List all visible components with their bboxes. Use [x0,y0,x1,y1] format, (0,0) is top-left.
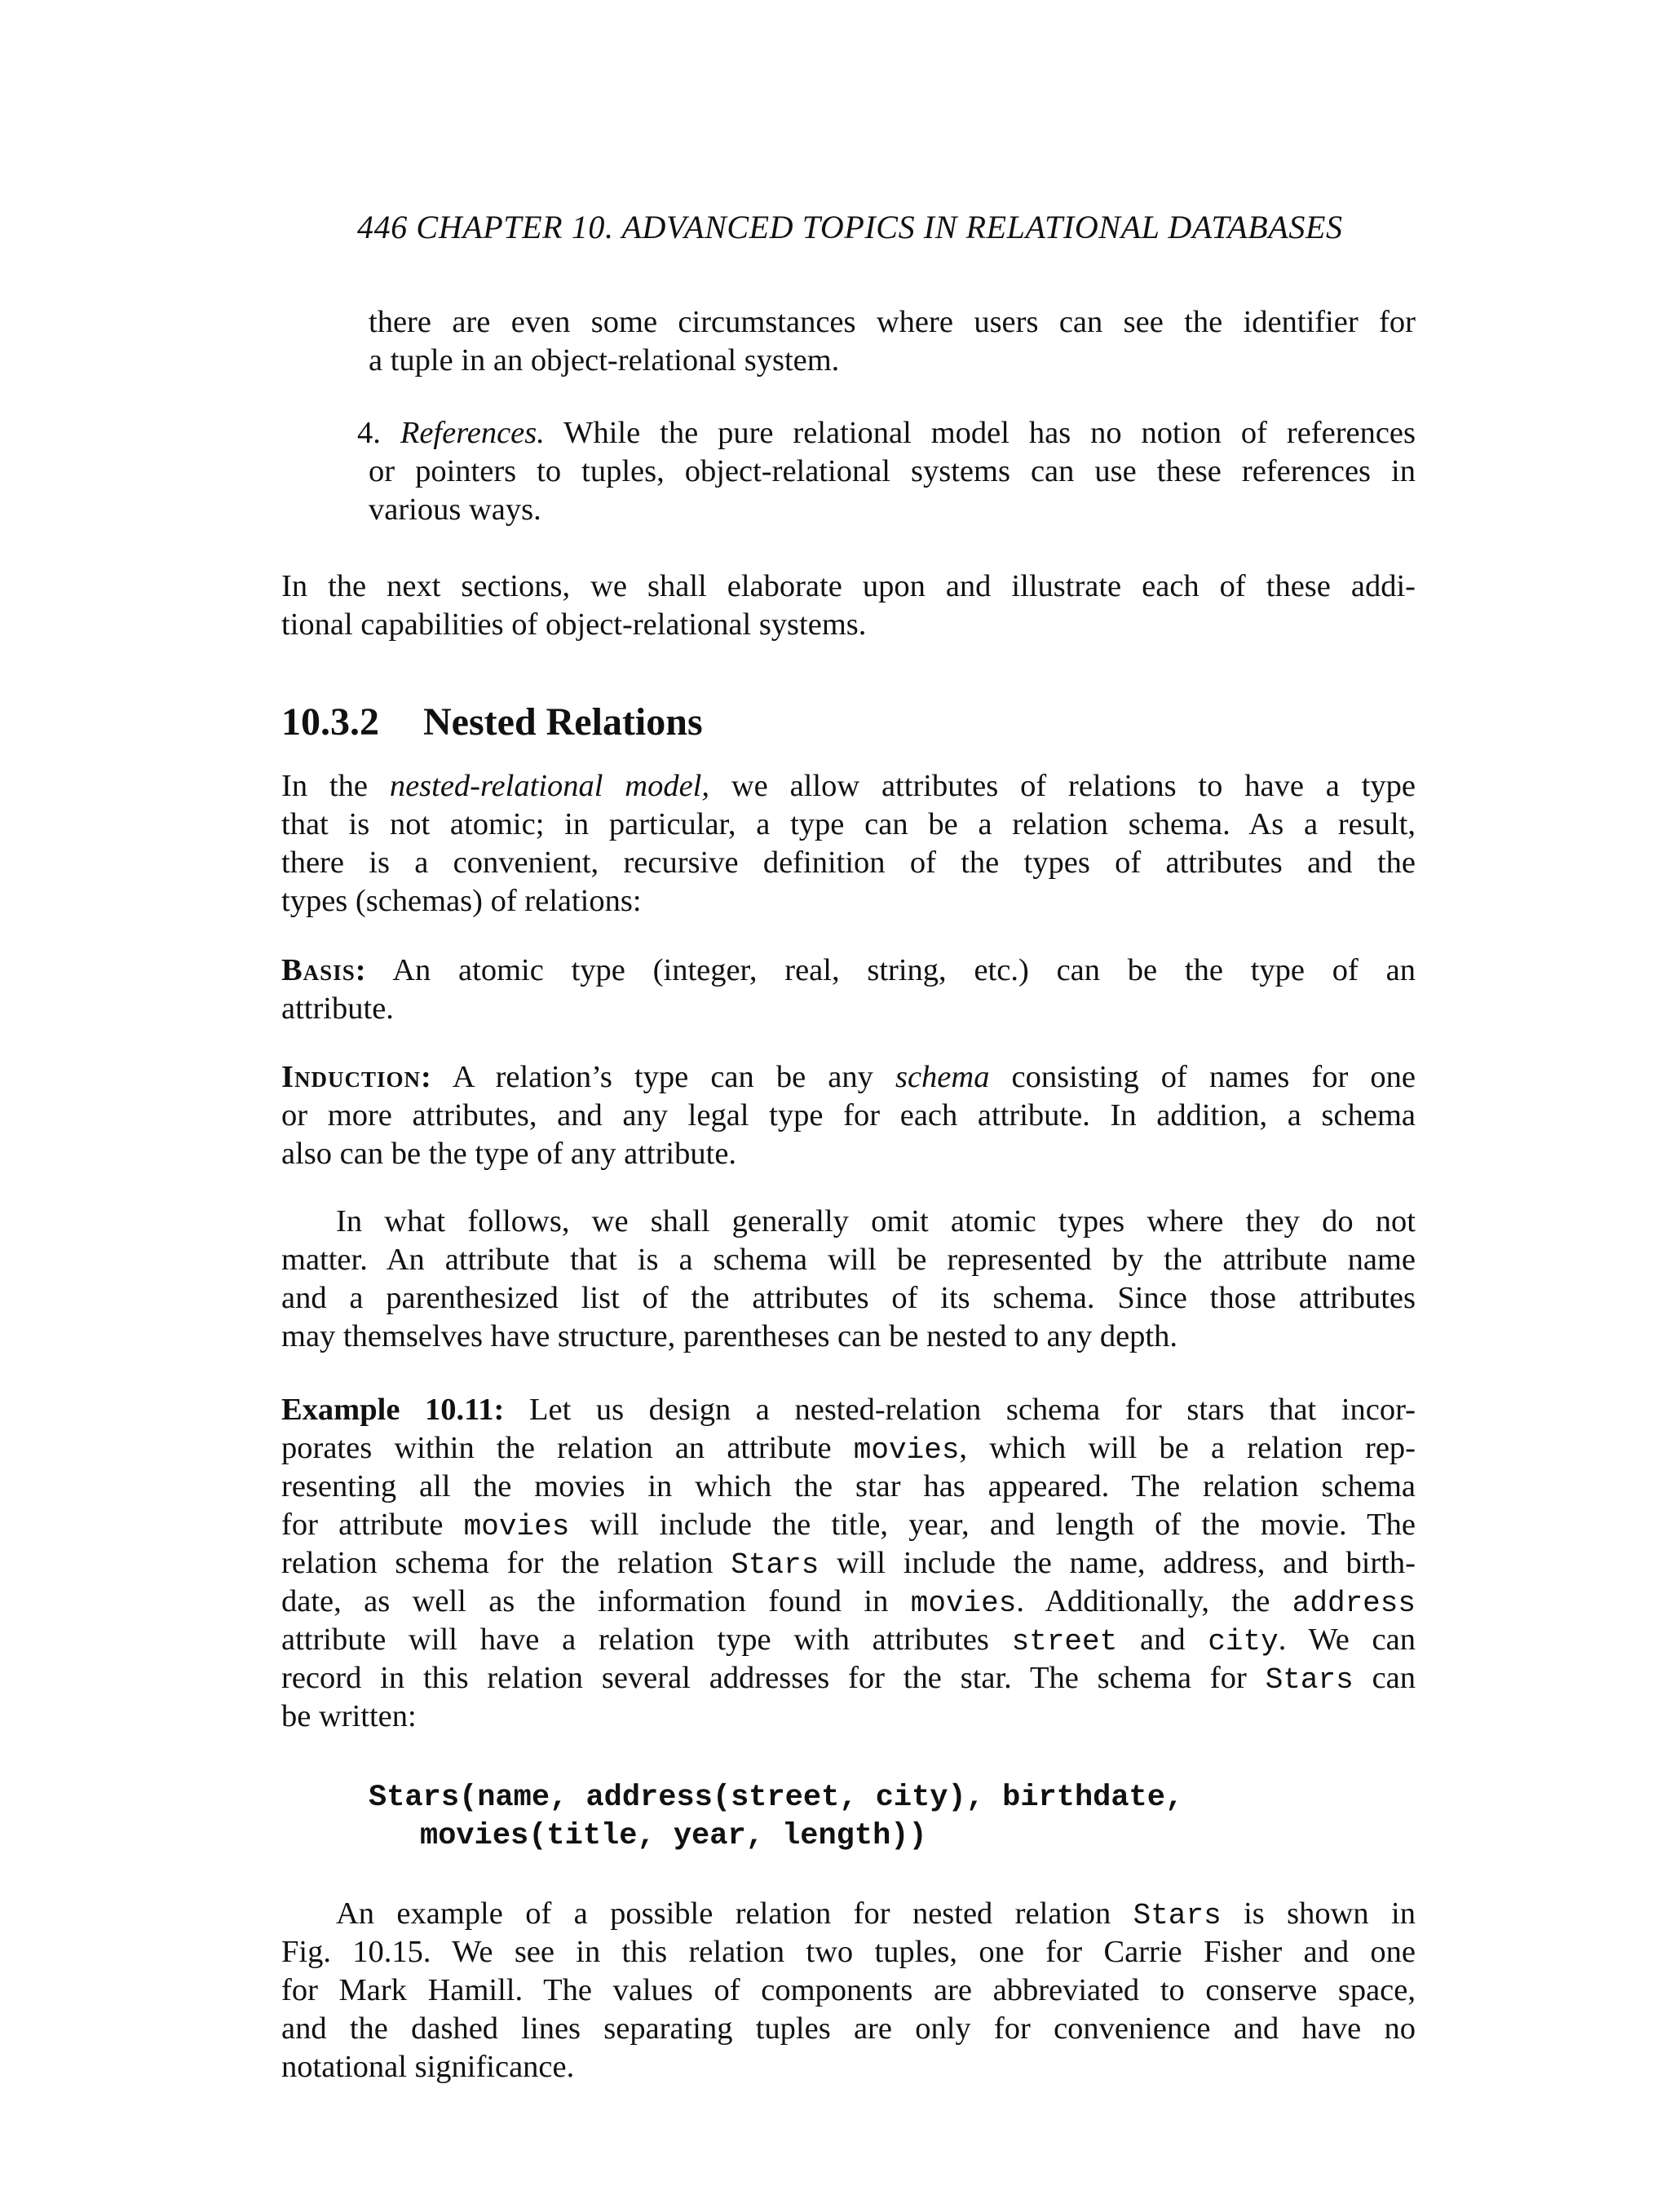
intro-line2: tional capabilities of object-relational systems. [281,607,867,642]
induction-line3: also can be the type of any attribute. [281,1137,737,1171]
closing-line2: Fig. 10.15. We see in this relation two tuples, one for Carrie Fisher and one [281,1935,1416,1969]
schema-code-line1: Stars(name, address(street, city), birthdate, [369,1781,1184,1815]
item4-number: 4. [357,416,381,450]
induction-label: Induction: [281,1060,432,1094]
basis-label: Basis: [281,953,367,987]
section-heading [281,698,703,747]
item4-line2: or pointers to tuples, object-relational systems can use these references in [369,454,1416,488]
basis-line2: attribute. [281,991,394,1026]
item4-line3: various ways. [369,492,541,527]
induction-line1: Induction: A relation’s type can be any schema consisting of names for one [281,1060,1416,1094]
item3-line2: a tuple in an object-relational system. [369,343,840,377]
follows-line1: In what follows, we shall generally omit atomic types where they do not [336,1204,1416,1238]
running-header [357,207,1343,248]
nested-line1: In the nested-relational model, we allow attributes of relations to have a type [281,769,1416,803]
example-line3: resenting all the movies in which the star has appeared. The relation schema [281,1469,1416,1503]
item3-line1: there are even some circumstances where users can see the identifier for [369,305,1416,339]
induction-line2: or more attributes, and any legal type for each attribute. In addition, a schema [281,1098,1416,1132]
example-line6: date, as well as the information found in movies. Additionally, the address [281,1584,1416,1620]
item4-label: References. [400,416,545,450]
example-line2: porates within the relation an attribute movies, which will be a relation rep- [281,1431,1416,1467]
follows-line2: matter. An attribute that is a schema will be represented by the attribute name [281,1243,1416,1277]
nested-line2: that is not atomic; in particular, a type can be a relation schema. As a result, [281,807,1416,841]
example-label: Example 10.11: [281,1393,505,1427]
closing-line1: An example of a possible relation for nested relation Stars is shown in [336,1896,1416,1932]
page-number: 446 [357,209,408,245]
item4-line1: 4. References. While the pure relational model has no notion of references [357,416,1416,450]
basis-line1: Basis: An atomic type (integer, real, string, etc.) can be the type of an [281,953,1416,987]
follows-line4: may themselves have structure, parentheses can be nested to any depth. [281,1319,1177,1353]
example-line9: be written: [281,1699,417,1733]
nested-line4: types (schemas) of relations: [281,884,642,918]
closing-line3: for Mark Hamill. The values of components are abbreviated to conserve space, [281,1973,1416,2007]
example-line4: for attribute movies will include the title, year, and length of the movie. The [281,1508,1416,1543]
example-line1: Example 10.11: Let us design a nested-relation schema for stars that incor- [281,1393,1416,1427]
schema-code-line2: movies(title, year, length)) [420,1819,927,1853]
section-title: Nested Relations [423,700,703,744]
nested-line3: there is a convenient, recursive definition of the types of attributes and the [281,846,1416,880]
section-number: 10.3.2 [281,700,379,744]
example-line7: attribute will have a relation type with attributes street and city. We can [281,1623,1416,1658]
example-line8: record in this relation several addresses for the star. The schema for Stars can [281,1661,1416,1697]
intro-line1: In the next sections, we shall elaborate upon and illustrate each of these addi- [281,569,1416,603]
running-title: CHAPTER 10. ADVANCED TOPICS IN RELATIONAL DATABASES [416,209,1343,245]
closing-line4: and the dashed lines separating tuples are only for convenience and have no [281,2011,1416,2046]
example-line5: relation schema for the relation Stars will include the name, address, and birth- [281,1546,1416,1582]
follows-line3: and a parenthesized list of the attributes of its schema. Since those attributes [281,1281,1416,1315]
closing-line5: notational significance. [281,2050,575,2084]
